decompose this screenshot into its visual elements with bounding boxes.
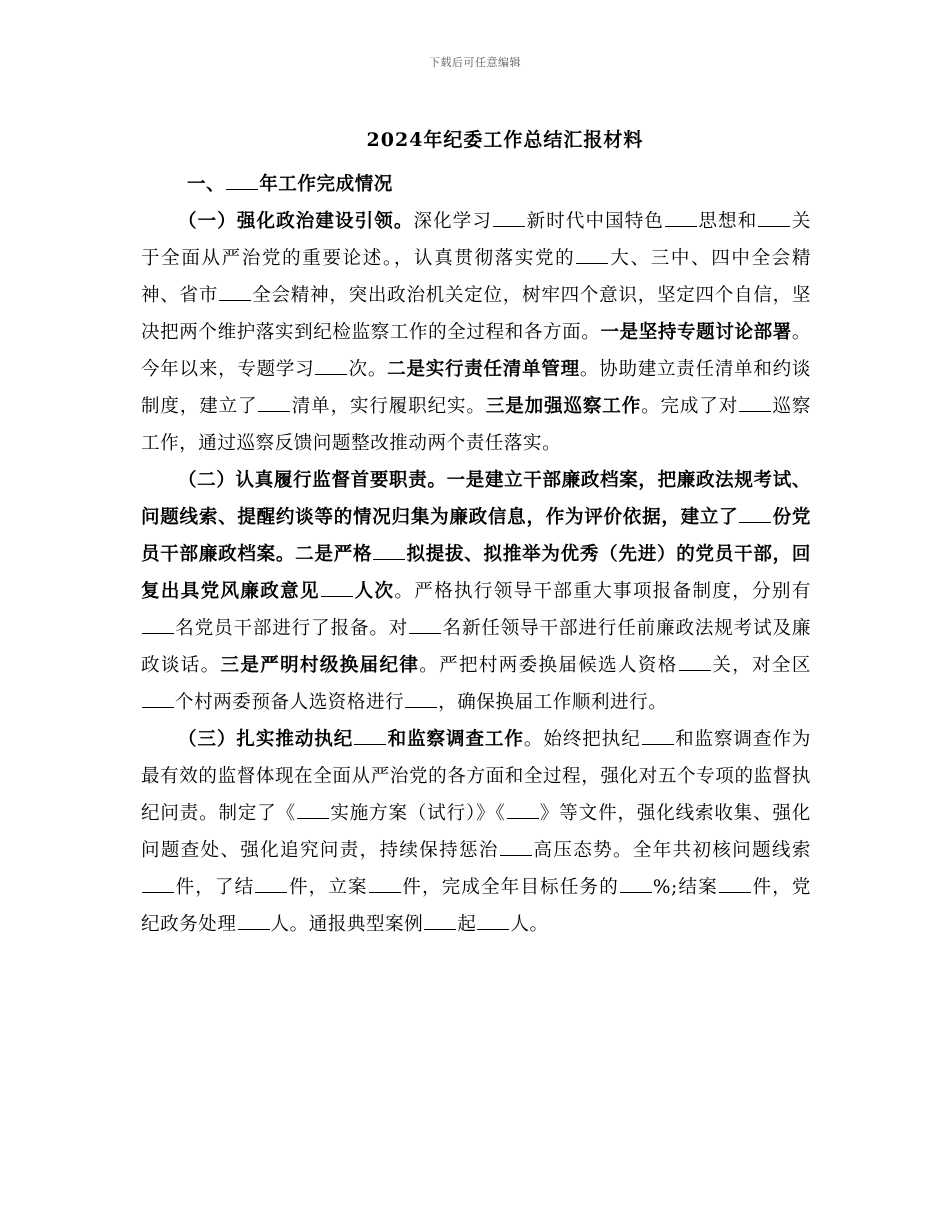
heading-suffix: 年工作完成情况 — [259, 174, 393, 195]
text-run: 。今年以来，专题学习 — [141, 322, 811, 380]
text-run: 。协助建立责任清单和约谈制度，建立了 — [141, 359, 811, 417]
bold-run: 份党员干部廉政档案。二是严格 — [141, 507, 811, 565]
blank-line — [142, 632, 174, 634]
text-run: 名党员干部进行了报备。对 — [175, 618, 409, 639]
text-run: ，确保换届工作顺利进行。 — [438, 692, 668, 713]
blank-line — [642, 743, 674, 745]
paragraph-lead: （一）强化政治建设引领。 — [178, 211, 414, 232]
blank-line — [219, 299, 251, 301]
blank-line — [238, 928, 270, 930]
bold-run: 人次 — [353, 581, 395, 602]
blank-line — [500, 854, 532, 856]
blank-line — [576, 262, 608, 264]
text-run: 件，完成全年目标任务的 — [401, 877, 619, 898]
blank-line — [297, 817, 329, 819]
bold-run: （三）扎实推动执纪 — [178, 729, 354, 750]
blank-line — [354, 743, 386, 745]
text-run: 件，立案 — [288, 877, 368, 898]
text-run: 件，党纪政务处理 — [141, 877, 811, 935]
blank-line — [739, 410, 771, 412]
text-run: 。始终把执纪 — [523, 729, 641, 750]
text-run: 。完成了对 — [641, 396, 739, 417]
text-run: 关于全面从严治党的重要论述。，认真贯彻落实党的 — [141, 211, 812, 269]
text-run: 清单，实行履职纪实。 — [291, 396, 486, 417]
blank-line — [321, 595, 353, 597]
bold-run: 拟提拔、拟推举为优秀（先进）的党员干部，回复出具党风廉政意见 — [141, 544, 812, 602]
blank-line — [255, 891, 287, 893]
text-run: 思想和 — [697, 211, 758, 232]
text-run: 。严把村两委换届候选人资格 — [419, 655, 678, 676]
paragraph-3 — [141, 721, 811, 943]
bold-run: 和监察调查工作 — [387, 729, 524, 750]
blank-line — [369, 891, 401, 893]
bold-run: 二是实行责任清单管理 — [387, 359, 580, 380]
blank-line — [507, 817, 539, 819]
blank-line — [477, 928, 509, 930]
text-run: 起 — [457, 914, 477, 935]
text-run: 》等文件，强化线索收集、强化问题查处、强化追究问责，持续保持惩治 — [141, 803, 811, 861]
blank-line — [409, 632, 441, 634]
blank-line — [679, 669, 711, 671]
paragraph-2 — [141, 462, 811, 721]
text-run: 高压态势。全年共初核问题线索 — [532, 840, 811, 861]
blank-line — [226, 188, 258, 190]
bold-run: 三是严明村级换届纪律 — [220, 655, 420, 676]
text-run: 实施方案（试行）》《 — [330, 803, 506, 824]
text-run: 次。 — [348, 359, 388, 380]
bold-run: 一是坚持专题讨论部署 — [600, 322, 792, 343]
blank-line — [758, 225, 790, 227]
page-header: 下载后可任意编辑 — [429, 56, 521, 69]
text-run: 件，了结 — [175, 877, 255, 898]
blank-line — [373, 558, 405, 560]
text-run: 新时代中国特色 — [526, 211, 664, 232]
text-run: 大、三中、四中全会精神、省市 — [141, 248, 811, 306]
bold-run: （二）认真履行监督首要职责。一是建立干部廉政档案，把廉政法规考试、问题线索、提醒约谈等的情况归集为廉政信息，作为评价依据，建立了 — [141, 470, 811, 528]
text-run: 全会精神，突出政治机关定位，树牢四个意识，坚定四个自信，坚决把两个维护落实到纪检监察工作的全过程和各方面。 — [141, 285, 811, 343]
text-run: 巡察工作，通过巡察反馈问题整改推动两个责任落实。 — [141, 396, 811, 454]
blank-line — [142, 706, 174, 708]
blank-line — [739, 521, 771, 523]
text-run: 个村两委预备人选资格进行 — [175, 692, 405, 713]
text-run: 。严格执行领导干部重大事项报备制度，分别有 — [394, 581, 811, 602]
heading-prefix: 一、 — [187, 174, 226, 195]
blank-line — [142, 891, 174, 893]
section-heading-1 — [141, 166, 811, 203]
blank-line — [493, 225, 525, 227]
blank-line — [315, 373, 347, 375]
text-run: 深化学习 — [413, 211, 493, 232]
text-run: 和监察调查作为最有效的监督体现在全面从严治党的各方面和全过程，强化对五个专项的监督执纪问责。制定了《 — [141, 729, 812, 824]
text-run: 人。 — [510, 914, 549, 935]
text-run: 关，对全区 — [711, 655, 811, 676]
bold-run: 三是加强巡察工作 — [485, 396, 642, 417]
blank-line — [405, 706, 437, 708]
blank-line — [665, 225, 697, 227]
blank-line — [424, 928, 456, 930]
blank-line — [258, 410, 290, 412]
text-run: 人。通报典型案例 — [270, 914, 424, 935]
blank-line — [719, 891, 751, 893]
text-run: 名新任领导干部进行任前廉政法规考试及廉政谈话。 — [141, 618, 812, 676]
document-body — [141, 166, 811, 943]
paragraph-1 — [141, 203, 811, 462]
blank-line — [620, 891, 652, 893]
text-run: %;结案 — [652, 877, 718, 898]
document-title: 2024年纪委工作总结汇报材料 — [366, 129, 644, 151]
